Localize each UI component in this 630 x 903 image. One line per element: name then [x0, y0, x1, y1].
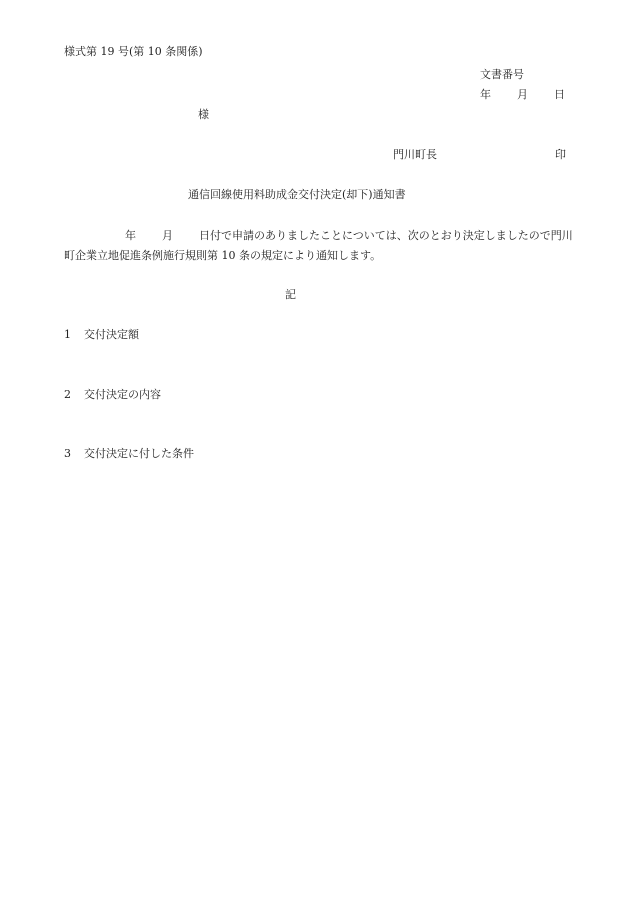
list-item — [64, 447, 194, 461]
date-year-label: 年 — [480, 88, 491, 101]
body-text: 日付で申請のありましたことについては、次のとおり決定しましたので門川町企業立地促進条例施行規則第 10 条の規定により通知します。 — [64, 229, 573, 262]
body-paragraph — [64, 226, 580, 266]
item-number: 1 — [64, 328, 71, 341]
document-number-label: 文書番号 — [480, 68, 524, 81]
issuer-name: 門川町長 — [393, 148, 437, 161]
seal-mark: 印 — [555, 148, 566, 161]
item-number: 2 — [64, 388, 71, 401]
ki-heading: 記 — [285, 288, 296, 301]
list-item — [64, 328, 139, 342]
date-month-label: 月 — [517, 88, 528, 101]
item-label: 交付決定の内容 — [84, 388, 161, 401]
list-item — [64, 388, 161, 402]
document-title: 通信回線使用料助成金交付決定(却下)通知書 — [188, 188, 406, 201]
date-day-label: 日 — [554, 88, 565, 101]
addressee-suffix: 様 — [198, 108, 209, 121]
item-number: 3 — [64, 447, 71, 460]
body-month-label: 月 — [162, 229, 173, 242]
item-label: 交付決定額 — [84, 328, 139, 341]
date-line — [480, 88, 565, 102]
body-year-label: 年 — [125, 229, 136, 242]
item-label: 交付決定に付した条件 — [84, 447, 194, 460]
form-number: 様式第 19 号(第 10 条関係) — [64, 45, 203, 58]
